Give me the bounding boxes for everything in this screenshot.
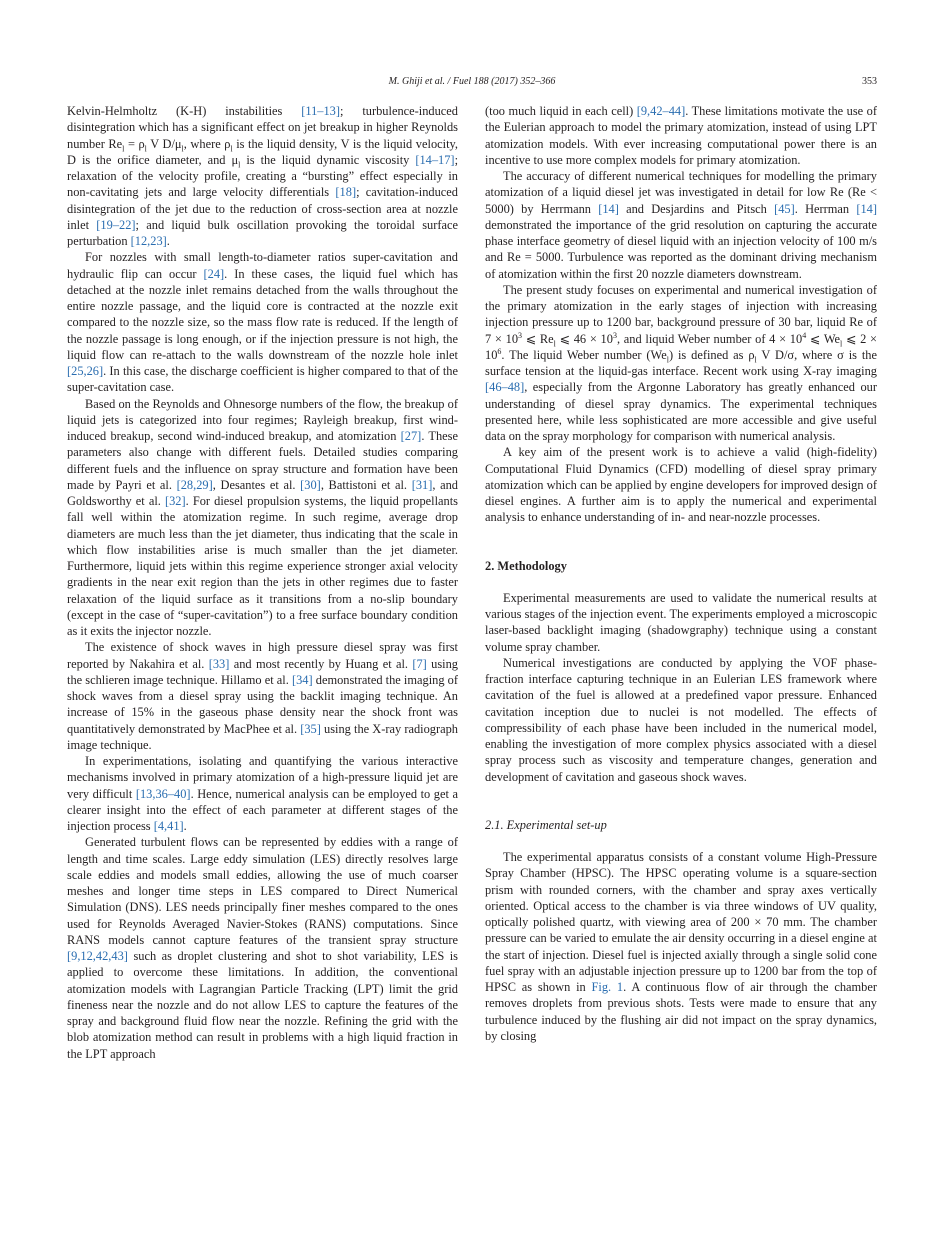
citation-link[interactable]: [14] xyxy=(856,201,877,216)
paragraph: Based on the Reynolds and Ohnesorge numbers of the flow, the breakup of liquid jets is categorized into four regimes; Rayleigh breakup, first wind-induced breakup, second wind-induced breakup, and atomization [27]. These parameters also change with different fuels. Detailed studies comparing different fuels and the influence on spray structure and formation have been made by Payri et al. [28,29], Desantes et al. [30], Battistoni et al. [31], and Goldsworthy et al. [32]. For diesel propulsion systems, the liquid propellants fall well within the atomization regime. In such regime, average drop diameters are much less than the jet diameter, thus indicating that the scale in which flow instabilities arise is much smaller than the jet diameter. Furthermore, liquid jets within this regime experience stronger axial velocity gradients in the near exit region than the jets in other regimes due to faster relaxation of the liquid surface as it transitions from a no-slip boundary (except in the case of “super-cavitation”) to a free surface boundary condition as it exits the injector nozzle. xyxy=(67,396,458,638)
subsection-heading: 2.1. Experimental set-up xyxy=(485,817,607,832)
citation-link[interactable]: [18] xyxy=(335,185,357,200)
paragraph: In experimentations, isolating and quantifying the various interactive mechanisms involved in primary atomization of a high-pressure liquid jet are very difficult [13,36–40]. Hence, numerical analysis can be employed to get a clearer insight into the effect of each parameter at different stages of the injection process [4,41]. xyxy=(67,754,458,833)
citation-link[interactable]: [19–22] xyxy=(96,217,136,232)
citation-link[interactable]: [4,41] xyxy=(153,819,184,833)
paragraph: The present study focuses on experimental and numerical investigation of the primary atomization in the early stages of injection with increasing injection pressure up to 1200 bar, background pressure of 30 bar, liquid Re of $7 \times 10^3$ ⩽ $Re_l$ ⩽ $46 \times 10^3$, and liquid Weber number of $4 \times 10^4$ ⩽ $We_l$ ⩽ $2 \times 10^6$. The liquid Weber number $(We_l)$ is defined as $\rho_l$ V D/σ, where σ is the surface tension at the liquid-gas interface. Recent work using X-ray imaging [46–48], especially from the Argonne Laboratory has greatly enhanced our understanding of diesel spray dynamics. The experimental techniques presented here, while less sophisticated are more accessible and give useful data on the spray morphology for comparison with numerical analysis. xyxy=(485,282,877,443)
citation-link[interactable]: [11–13] xyxy=(301,104,341,118)
citation-link[interactable]: [32] xyxy=(164,494,186,508)
citation-link[interactable]: [31] xyxy=(411,477,433,492)
paragraph: Generated turbulent flows can be represented by eddies with a range of length and time scales. Large eddy simulation (LES) directly resolves large scale eddies and models small eddies, allowing the use of much coarser meshes and longer time steps in LES compared to Direct Numerical Simulation (DNS). LES needs principally finer meshes compared to the ones used for Reynolds Averaged Navier-Stokes (RANS) computations. Since RANS models cannot capture features of the transient spray structure [9,12,42,43] such as droplet clustering and shot to shot variability, LES is applied to overcome these limitations. In addition, the conventional atomization models with Lagrangian Particle Tracking (LPT) limit the grid fineness near the nozzle and do not allow LES to capture the features of the spray and background fluid flow near the nozzle. Refining the grid with the blob atomization method can result in problems with a high liquid fraction in the LPT approach xyxy=(67,835,458,1061)
citation-link[interactable]: [7] xyxy=(412,656,427,671)
citation-link[interactable]: [25,26] xyxy=(67,364,104,378)
paragraph: The accuracy of different numerical techniques for modelling the primary atomization of a liquid diesel jet was investigated in detail for low Re (Re < 5000) by Herrmann [14] and Desjardins and Pitsch [45]. Herrman [14] demonstrated the importance of the grid resolution on capturing the accurate phase interface geometry of diesel liquid with an injection velocity of 100 m/s and Re = 5000. Turbulence was reported as the dominant driving mechanism of atomization within the first 20 nozzle diameters downstream. xyxy=(485,169,877,281)
figure-link[interactable]: Fig. 1 xyxy=(591,980,624,994)
running-header xyxy=(67,76,877,90)
citation-link[interactable]: [14–17] xyxy=(415,152,455,167)
citation-link[interactable]: [9,42–44] xyxy=(636,104,686,118)
citation-link[interactable]: [9,12,42,43] xyxy=(67,949,128,963)
paragraph: The existence of shock waves in high pressure diesel spray was first reported by Nakahira et al. [33] and most recently by Huang et al. [7] using the schlieren image technique. Hillamo et al. [34] demonstrated the imaging of shock waves from a diesel spray using the backlit imaging technique. An increase of 15% in the gaseous phase density near the shock front was quantitatively demonstrated by MacPhee et al. [35] using the X-ray radiograph image technique. xyxy=(67,640,458,752)
citation-link[interactable]: [35] xyxy=(300,721,321,736)
section-heading: 2. Methodology xyxy=(485,558,567,573)
paragraph: For nozzles with small length-to-diameter ratios super-cavitation and hydraulic flip can occur [24]. In these cases, the liquid fuel which has detached at the nozzle inlet remains detached from the walls throughout the entire nozzle passage, and the liquid core is contracted at the nozzle exit compared to the nozzle size, so the mass flow rate is reduced. If the length of the nozzle passage is long enough, or if the injection pressure is not high, the liquid flow can re-attach to the walls downstream of the nozzle hole inlet [25,26]. In this case, the discharge coefficient is higher compared to that of the super-cavitation case. xyxy=(67,250,458,395)
citation-link[interactable]: [33] xyxy=(208,656,230,671)
citation-link[interactable]: [24] xyxy=(203,266,225,281)
right-column xyxy=(485,103,877,1044)
paragraph: Kelvin-Helmholtz (K-H) instabilities [11–13]; turbulence-induced disintegration which has a significant effect on jet breakup in higher Reynolds number $Re_l = \rho_l$ V $D/\mu_l$, where $\rho_l$ is the liquid density, V is the liquid velocity, D is the orifice diameter, and $\mu_l$ is the liquid dynamic viscosity [14–17]; relaxation of the velocity profile, creating a “bursting” effect especially in non-cavitating jets and large velocity differentials [18]; cavitation-induced disintegration of the jet due to the reduction of cross-section area at nozzle inlet [19–22]; and liquid bulk oscillation provoking the toroidal surface perturbation [12,23]. xyxy=(67,104,459,248)
citation-link[interactable]: [46–48] xyxy=(485,380,525,395)
left-column xyxy=(67,103,458,1062)
paragraph: Experimental measurements are used to validate the numerical results at various stages of the injection event. The experiments employed a microscopic laser-based backlight imaging (shadowgraphy) technique using a constant volume spray chamber. xyxy=(485,590,877,654)
citation-link[interactable]: [34] xyxy=(291,672,313,687)
paragraph: (too much liquid in each cell) [9,42–44]. These limitations motivate the use of the Eulerian approach to model the primary atomization, instead of using LPT atomization models. With ever increasing computational power there is an incentive to use more complex models for primary atomization. xyxy=(485,104,877,167)
citation-link[interactable]: [45] xyxy=(774,201,795,216)
paragraph: A key aim of the present work is to achieve a valid (high-fidelity) Computational Fluid Dynamics (CFD) modelling of diesel spray primary atomization which can be applied by engine developers for improved design of diesel engines. A further aim is to apply the numerical and experimental analysis to enhance understanding of in- and near-nozzle processes. xyxy=(485,445,877,525)
citation-link[interactable]: [28,29] xyxy=(176,477,213,492)
page-number: 353 xyxy=(862,76,877,87)
citation-link[interactable]: [12,23] xyxy=(130,234,167,248)
paragraph: Numerical investigations are conducted by applying the VOF phase-fraction interface capturing technique in an Eulerian LES framework where cavitation of the fuel is allowed at a predefined vapor pressure. Enhanced cavitation inception due to nuclei is not modelled. The effects of compressibility of each phase have been included in the numerical model, enabling the investigation of more complex physics associated with a diesel spray process such as viscosity and temperature changes, generation and development of cavitation and gaseous shock waves. xyxy=(485,655,877,784)
citation-link[interactable]: [14] xyxy=(598,201,619,216)
journal-citation: M. Ghiji et al. / Fuel 188 (2017) 352–366 xyxy=(388,76,556,87)
citation-link[interactable]: [27] xyxy=(400,429,422,443)
citation-link[interactable]: [30] xyxy=(300,477,321,492)
paragraph: The experimental apparatus consists of a constant volume High-Pressure Spray Chamber (HPSC). The HPSC operating volume is a square-section prism with rounded corners, with the chamber and spray axes vertically oriented. Optical access to the chamber is via three windows of UV quality, optically polished quartz, with viewing area of 200 × 70 mm. The chamber pressure can be varied to emulate the air density occurring in a diesel engine at the start of injection. Diesel fuel is injected axially through a single solid cone fuel spray with an adjustable injection pressure up to 1200 bar from the top of HPSC as shown in Fig. 1. A continuous flow of air through the chamber removes droplets from previous shots. Tests were made to ensure that any turbulence induced by the flushing air did not impact on the spray dynamics, by closing xyxy=(485,850,877,1043)
citation-link[interactable]: [13,36–40] xyxy=(135,786,191,801)
